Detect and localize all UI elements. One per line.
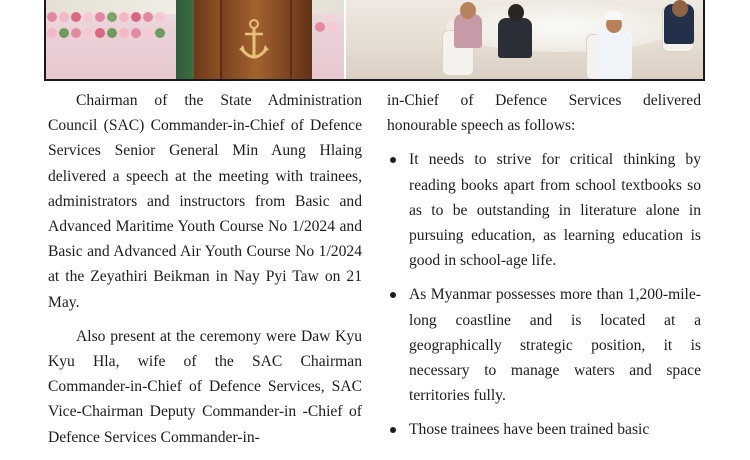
guest-head <box>508 4 524 21</box>
bullet-icon <box>390 292 396 298</box>
guest-figure <box>454 14 482 48</box>
speech-bullet-list <box>387 147 701 442</box>
article-paragraph: Also present at the ceremony were Daw Kyu Kyu Hla, wife of the SAC Chairman Commander-in-Chief of Defence Services, SAC Vice-Chairman Deputy Commander-in -Chief of Defence Services Commander-in- <box>48 327 362 446</box>
speech-bullet <box>387 282 701 408</box>
flag-pole <box>176 0 194 79</box>
dining-photo <box>346 0 705 79</box>
bullet-text: As Myanmar possesses more than 1,200-mile-long coastline and is located at a geographically strategic position, it is necessary to manage waters and space territories fully. <box>409 286 701 405</box>
guest-figure <box>498 18 532 58</box>
bullet-icon <box>390 157 396 163</box>
side-flowers <box>314 20 344 34</box>
podium-photo <box>46 0 344 79</box>
bullet-icon <box>390 427 396 433</box>
right-column <box>387 88 701 443</box>
bullet-text: Those trainees have been trained basic <box>409 421 650 439</box>
photo-strip <box>44 0 705 81</box>
anchor-emblem-icon <box>237 18 271 64</box>
speech-intro: in-Chief of Defence Services delivered honourable speech as follows: <box>387 92 701 135</box>
speech-bullet <box>387 147 701 273</box>
left-column <box>48 88 362 450</box>
bullet-text: It needs to strive for critical thinking by reading books apart from school textbooks so as to be outstanding in literature alone in pursuing education, as learning education is good in school-age life. <box>409 151 701 270</box>
guest-head <box>460 2 476 19</box>
cadet-head <box>672 0 688 17</box>
sailor-cap <box>605 11 623 20</box>
article-paragraph: Chairman of the State Administration Council (SAC) Commander-in-Chief of Defence Services Senior General Min Aung Hlaing delivered a speech at the meeting with trainees, administrators and instructors from Basic and Advanced Maritime Youth Course No 1/2024 and Basic and Advanced Air Youth Course No 1/2024 at the Zeyathiri Beikman in Nay Pyi Taw on 21 May. <box>48 92 362 311</box>
sailor-figure <box>596 30 632 79</box>
speech-bullet <box>387 417 701 442</box>
